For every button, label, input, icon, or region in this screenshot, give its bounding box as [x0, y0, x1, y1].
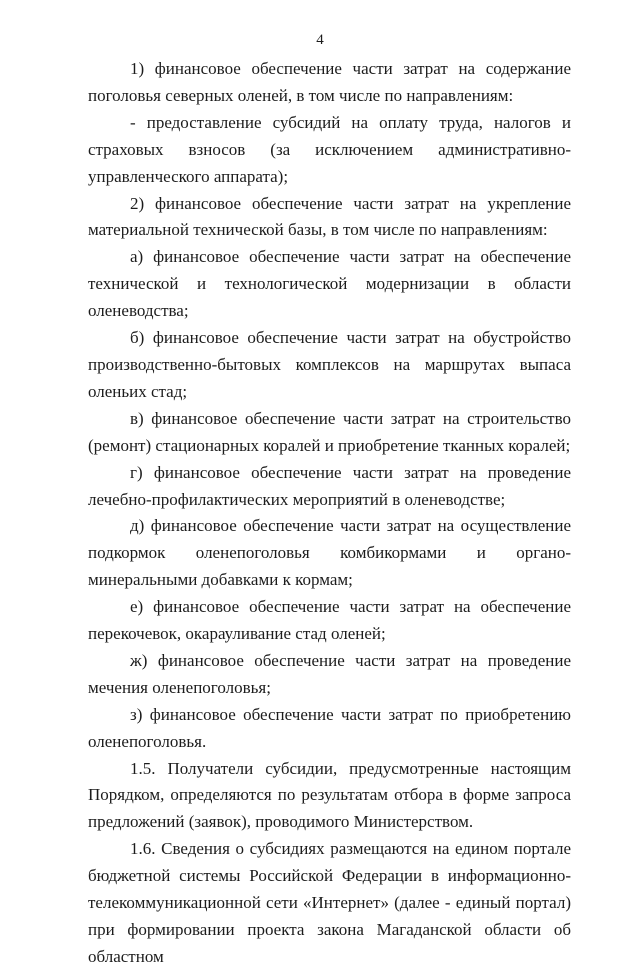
paragraph-zh-marking: ж) финансовое обеспечение части затрат на проведение мечения оленепоголовья;: [88, 650, 571, 697]
paragraph-z-purchase: з) финансовое обеспечение части затрат по приобретению оленепоголовья.: [88, 704, 571, 751]
paragraph-a-modernization: а) финансовое обеспечение части затрат на обеспечение технической и технологической модернизации в области оленеводства;: [88, 247, 571, 321]
paragraph-b-complexes: б) финансовое обеспечение части затрат на обустройство производственно-бытовых комплексов на маршрутах выпаса оленьих стад;: [88, 328, 571, 401]
paragraph-d-feeding: д) финансовое обеспечение части затрат на осуществление подкормок оленепоголовья комбикормами и органо-минеральными добавками к кормам;: [88, 516, 571, 590]
paragraph-subsidies-labor: - предоставление субсидий на оплату труда, налогов и страховых взносов (за исключением административно-управленческого аппарата);: [88, 112, 571, 186]
document-body: [88, 56, 571, 971]
paragraph-1-6-portal: 1.6. Сведения о субсидиях размещаются на едином портале бюджетной системы Российской Федерации в информационно-телекоммуникационной сети «Интернет» (далее - единый портал) при формировании проекта закона Магаданской области об областном: [88, 839, 571, 966]
page-number: 4: [316, 32, 324, 48]
paragraph-1-5-recipients: 1.5. Получатели субсидии, предусмотренные настоящим Порядком, определяются по результатам отбора в форме запроса предложений (заявок), проводимого Министерством.: [88, 758, 571, 832]
paragraph-2-material-base: 2) финансовое обеспечение части затрат на укрепление материальной технической базы, в том числе по направлениям:: [88, 193, 571, 240]
paragraph-e-migration: е) финансовое обеспечение части затрат на обеспечение перекочевок, окарауливание стад оленей;: [88, 597, 571, 644]
paragraph-1-maintenance: 1) финансовое обеспечение части затрат на содержание поголовья северных оленей, в том числе по направлениям:: [88, 59, 571, 105]
paragraph-g-veterinary: г) финансовое обеспечение части затрат на проведение лечебно-профилактических мероприятий в оленеводстве;: [88, 462, 571, 509]
paragraph-v-corrals: в) финансовое обеспечение части затрат на строительство (ремонт) стационарных коралей и приобретение тканных коралей;: [88, 408, 571, 455]
